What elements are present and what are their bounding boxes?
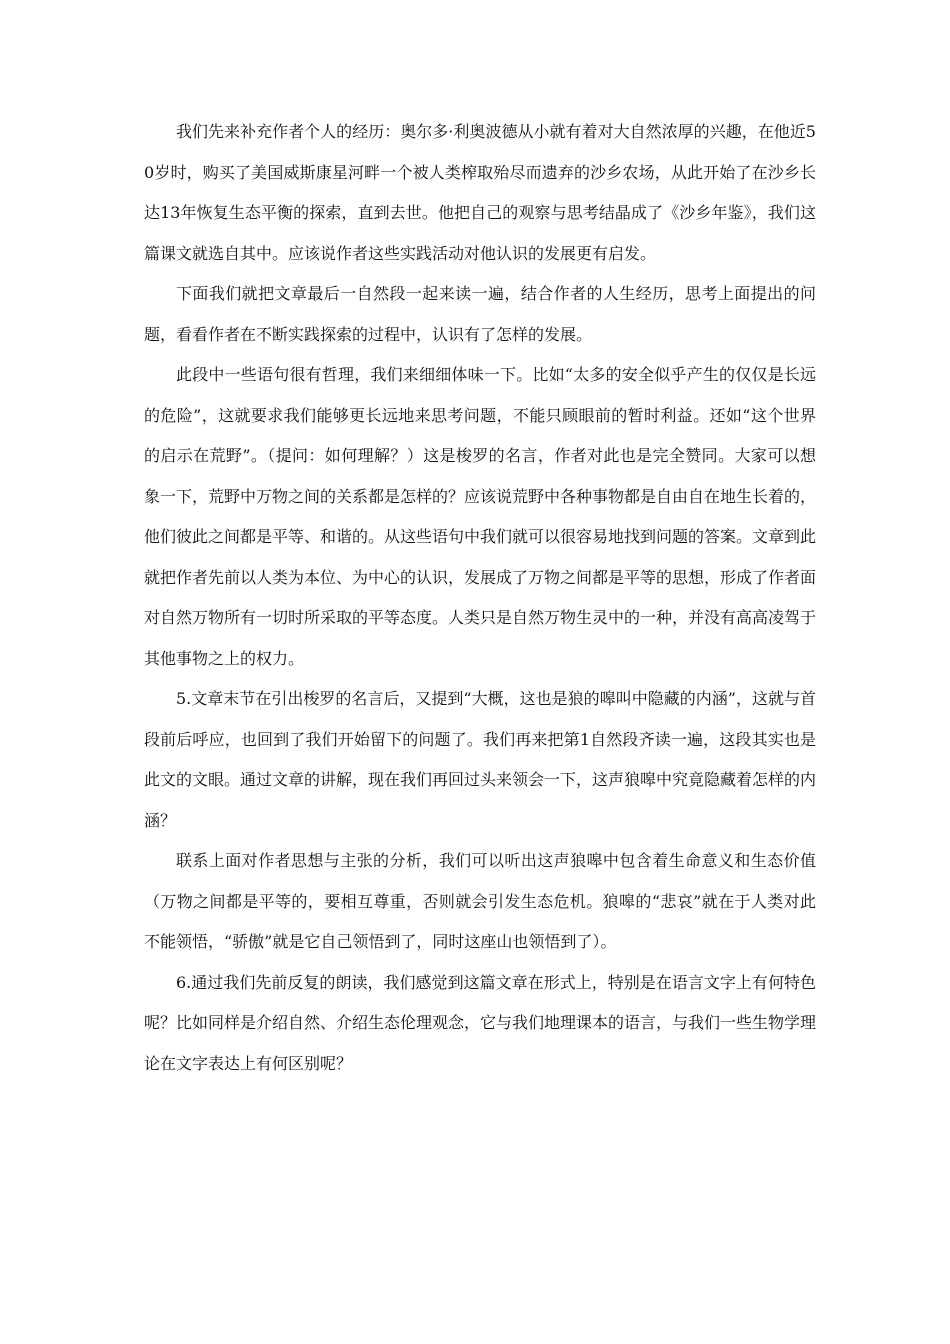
- paragraph-point-5: 5.文章末节在引出梭罗的名言后，又提到“大概，这也是狼的嗥叫中隐藏的内涵”，这就与首段前后呼应，也回到了我们开始留下的问题了。我们再来把第1自然段齐读一遍，这段其实也是此文的文眼。通过文章的讲解，现在我们再回过头来领会一下，这声狼嗥中究竟隐藏着怎样的内涵？: [144, 689, 817, 830]
- paragraph-read-last-section: 下面我们就把文章最后一自然段一起来读一遍，结合作者的人生经历，思考上面提出的问题，看看作者在不断实践探索的过程中，认识有了怎样的发展。: [144, 284, 816, 344]
- paragraph-wolf-howl-meaning: 联系上面对作者思想与主张的分析，我们可以听出这声狼嗥中包含着生命意义和生态价值（万物之间都是平等的，要相互尊重，否则就会引发生态危机。狼嗥的“悲哀”就在于人类对此不能领悟，“骄傲”就是它自己领悟到了，同时这座山也领悟到了）。: [144, 851, 816, 951]
- document-body: [144, 112, 816, 1084]
- paragraph-point-6: 6.通过我们先前反复的朗读，我们感觉到这篇文章在形式上，特别是在语言文字上有何特色呢？比如同样是介绍自然、介绍生态伦理观念，它与我们地理课本的语言，与我们一些生物学理论在文字表达上有何区别呢？: [144, 972, 817, 1073]
- paragraph-philosophical-sentences: 此段中一些语句很有哲理，我们来细细体味一下。比如“太多的安全似乎产生的仅仅是长远的危险”，这就要求我们能够更长远地来思考问题，不能只顾眼前的暂时利益。还如“这个世界的启示在荒野”。（提问：如何理解？）这是梭罗的名言，作者对此也是完全赞同。大家可以想象一下，荒野中万物之间的关系都是怎样的？应该说荒野中各种事物都是自由自在地生长着的，他们彼此之间都是平等、和谐的。从这些语句中我们就可以很容易地找到问题的答案。文章到此就把作者先前以人类为本位、为中心的认识，发展成了万物之间都是平等的思想，形成了作者面对自然万物所有一切时所采取的平等态度。人类只是自然万物生灵中的一种，并没有高高凌驾于其他事物之上的权力。: [144, 365, 817, 668]
- paragraph-author-background: 我们先来补充作者个人的经历：奥尔多·利奥波德从小就有着对大自然浓厚的兴趣，在他近50岁时，购买了美国威斯康星河畔一个被人类榨取殆尽而遗弃的沙乡农场，从此开始了在沙乡长达13年恢复生态平衡的探索，直到去世。他把自己的观察与思考结晶成了《沙乡年鉴》，我们这篇课文就选自其中。应该说作者这些实践活动对他认识的发展更有启发。: [144, 122, 816, 263]
